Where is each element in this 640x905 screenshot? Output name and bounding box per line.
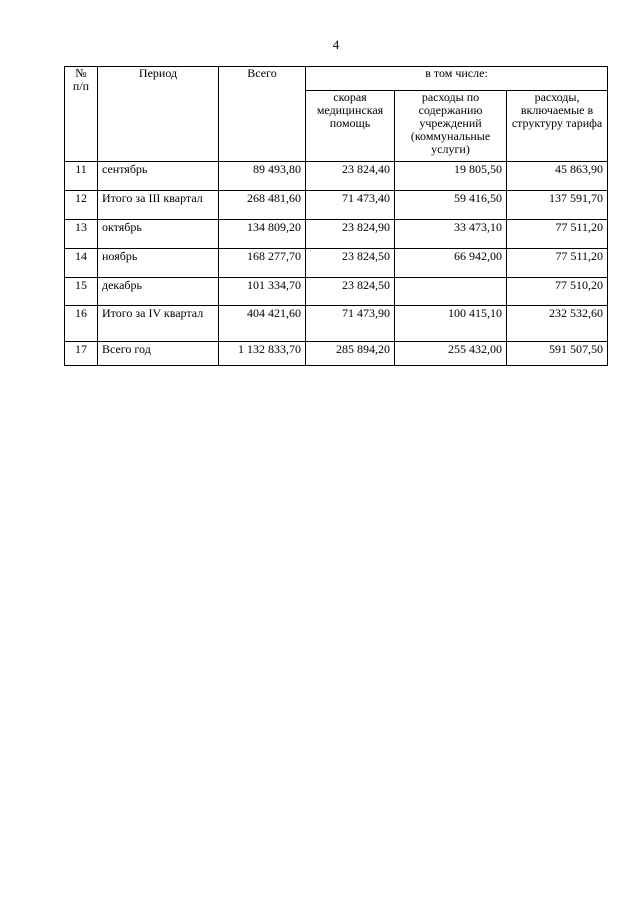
row-number: 15	[65, 278, 98, 306]
row-number: 14	[65, 249, 98, 278]
row-total: 168 277,70	[219, 249, 306, 278]
row-tariff: 77 511,20	[507, 249, 608, 278]
header-period: Период	[98, 67, 219, 162]
row-maintenance: 255 432,00	[395, 342, 507, 366]
row-maintenance: 59 416,50	[395, 191, 507, 220]
row-period: Итого за IV квартал	[98, 306, 219, 342]
row-maintenance: 100 415,10	[395, 306, 507, 342]
header-including: в том числе:	[306, 67, 608, 91]
row-ambulance: 23 824,50	[306, 278, 395, 306]
table-row	[65, 306, 608, 342]
table-row	[65, 342, 608, 366]
header-tariff: расходы, включаемые в структуру тарифа	[507, 91, 608, 162]
row-total: 134 809,20	[219, 220, 306, 249]
row-period: сентябрь	[98, 162, 219, 191]
row-period: Всего год	[98, 342, 219, 366]
row-ambulance: 71 473,90	[306, 306, 395, 342]
row-total: 404 421,60	[219, 306, 306, 342]
table-row	[65, 220, 608, 249]
row-tariff: 137 591,70	[507, 191, 608, 220]
header-total: Всего	[219, 67, 306, 162]
tariff-table	[64, 66, 608, 366]
row-total: 101 334,70	[219, 278, 306, 306]
table-row	[65, 191, 608, 220]
row-number: 11	[65, 162, 98, 191]
table-row	[65, 278, 608, 306]
row-number: 12	[65, 191, 98, 220]
row-maintenance: 66 942,00	[395, 249, 507, 278]
row-maintenance: 33 473,10	[395, 220, 507, 249]
row-number: 16	[65, 306, 98, 342]
row-maintenance: 19 805,50	[395, 162, 507, 191]
row-period: ноябрь	[98, 249, 219, 278]
header-maintenance: расходы по содержанию учреждений (коммунальные услуги)	[395, 91, 507, 162]
header-number: № п/п	[65, 67, 98, 162]
table-row	[65, 162, 608, 191]
header-ambulance: скорая медицинская помощь	[306, 91, 395, 162]
row-period: декабрь	[98, 278, 219, 306]
row-total: 268 481,60	[219, 191, 306, 220]
row-ambulance: 23 824,40	[306, 162, 395, 191]
row-ambulance: 23 824,90	[306, 220, 395, 249]
row-number: 13	[65, 220, 98, 249]
row-tariff: 45 863,90	[507, 162, 608, 191]
row-ambulance: 285 894,20	[306, 342, 395, 366]
row-tariff: 77 511,20	[507, 220, 608, 249]
row-tariff: 232 532,60	[507, 306, 608, 342]
row-maintenance	[395, 278, 507, 306]
row-period: октябрь	[98, 220, 219, 249]
table-row	[65, 249, 608, 278]
page-number: 4	[332, 37, 340, 52]
row-tariff: 77 510,20	[507, 278, 608, 306]
row-total: 89 493,80	[219, 162, 306, 191]
row-period: Итого за III квартал	[98, 191, 219, 220]
row-ambulance: 23 824,50	[306, 249, 395, 278]
row-total: 1 132 833,70	[219, 342, 306, 366]
row-ambulance: 71 473,40	[306, 191, 395, 220]
row-number: 17	[65, 342, 98, 366]
row-tariff: 591 507,50	[507, 342, 608, 366]
